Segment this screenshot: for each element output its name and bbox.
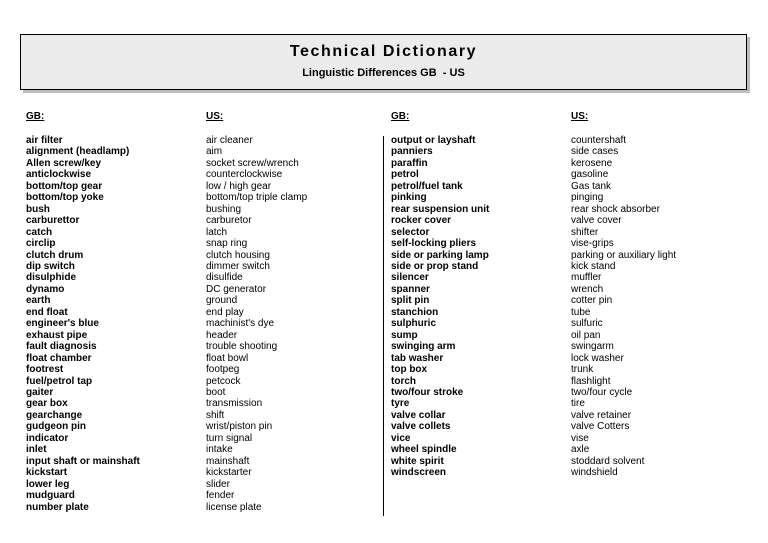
gb-term: clutch drum xyxy=(26,249,84,261)
gb-term: dynamo xyxy=(26,283,65,295)
us-term: machinist's dye xyxy=(206,318,275,330)
us-term: socket screw/wrench xyxy=(206,157,299,169)
us-term: float bowl xyxy=(206,352,249,364)
us-term: boot xyxy=(206,386,226,398)
us-term: mainshaft xyxy=(206,455,250,467)
us-term: disulfide xyxy=(206,272,243,284)
gb-term: sulphuric xyxy=(391,318,437,330)
left-gb-column xyxy=(26,111,140,513)
gb-term: side or parking lamp xyxy=(391,249,489,261)
us-term: low / high gear xyxy=(206,180,272,192)
us-term: clutch housing xyxy=(206,249,270,261)
gb-term: torch xyxy=(391,375,416,387)
us-term: vise-grips xyxy=(571,238,614,250)
us-term: counterclockwise xyxy=(206,169,283,181)
gb-term: circlip xyxy=(26,238,56,250)
us-term: sulfuric xyxy=(571,318,603,330)
us-term: tube xyxy=(571,306,591,318)
us-term: aim xyxy=(206,146,223,158)
us-term: parking or auxiliary light xyxy=(571,249,677,261)
gb-term: valve collets xyxy=(391,421,451,433)
us-term: slider xyxy=(206,478,230,490)
left-us-heading: US: xyxy=(206,111,224,122)
right-gb-heading: GB: xyxy=(391,111,410,122)
us-term: rear shock absorber xyxy=(571,203,660,215)
gb-term: petrol xyxy=(391,169,419,181)
us-term: side cases xyxy=(571,146,619,158)
us-term: snap ring xyxy=(206,238,248,250)
gb-term: Allen screw/key xyxy=(26,157,102,169)
us-term: dimmer switch xyxy=(206,260,270,272)
left-us-column xyxy=(206,111,307,513)
us-term: footpeg xyxy=(206,364,240,376)
gb-term: lower leg xyxy=(26,478,70,490)
us-term: valve retainer xyxy=(571,409,632,421)
gb-term: split pin xyxy=(391,295,430,307)
us-term: gasoline xyxy=(571,169,609,181)
us-term: vise xyxy=(571,432,589,444)
us-term: lock washer xyxy=(571,352,624,364)
us-term: axle xyxy=(571,444,590,456)
us-term: trunk xyxy=(571,364,594,376)
gb-term: earth xyxy=(26,295,51,307)
gb-term: alignment (headlamp) xyxy=(26,146,130,158)
gb-term: disulphide xyxy=(26,272,76,284)
us-term: air cleaner xyxy=(206,135,253,146)
us-term: kickstarter xyxy=(206,467,252,479)
us-term: muffler xyxy=(571,272,602,284)
gb-term: gudgeon pin xyxy=(26,421,86,433)
column-divider xyxy=(383,136,384,516)
gb-term: tyre xyxy=(391,398,410,410)
gb-term: valve collar xyxy=(391,409,446,421)
gb-term: side or prop stand xyxy=(391,260,479,272)
gb-term: self-locking pliers xyxy=(391,238,477,250)
us-term: wrench xyxy=(571,283,604,295)
gb-term: fuel/petrol tap xyxy=(26,375,93,387)
gb-term: rocker cover xyxy=(391,215,452,227)
us-term: shift xyxy=(206,409,225,421)
page-title: Technical Dictionary xyxy=(289,43,478,60)
us-term: intake xyxy=(206,444,233,456)
us-term: transmission xyxy=(206,398,263,410)
right-us-heading: US: xyxy=(571,111,589,122)
us-term: Gas tank xyxy=(571,180,612,192)
gb-term: bottom/top gear xyxy=(26,180,103,192)
gb-term: swinging arm xyxy=(391,341,456,353)
us-term: bottom/top triple clamp xyxy=(206,192,308,204)
us-term: swingarm xyxy=(571,341,614,353)
gb-term: two/four stroke xyxy=(391,386,464,398)
us-term: header xyxy=(206,329,238,341)
us-term: turn signal xyxy=(206,432,253,444)
gb-term: rear suspension unit xyxy=(391,203,490,215)
us-term: oil pan xyxy=(571,329,601,341)
gb-term: wheel spindle xyxy=(391,444,457,456)
gb-term: pinking xyxy=(391,192,427,204)
us-term: bushing xyxy=(206,203,242,215)
us-term: latch xyxy=(206,226,228,238)
left-gb-heading: GB: xyxy=(26,111,45,122)
us-term: valve cover xyxy=(571,215,622,227)
gb-term: bottom/top yoke xyxy=(26,192,104,204)
us-term: ground xyxy=(206,295,238,307)
gb-term: gearchange xyxy=(26,409,83,421)
us-term: tire xyxy=(571,398,585,410)
gb-term: kickstart xyxy=(26,467,68,479)
us-term: shifter xyxy=(571,226,599,238)
page-subtitle: Linguistic Differences GB - US xyxy=(302,67,465,79)
gb-term: spanner xyxy=(391,283,430,295)
gb-term: catch xyxy=(26,226,53,238)
gb-term: engineer's blue xyxy=(26,318,99,330)
gb-term: windscreen xyxy=(391,467,447,479)
us-term: petcock xyxy=(206,375,241,387)
gb-term: footrest xyxy=(26,364,64,376)
gb-term: end float xyxy=(26,306,68,318)
gb-term: exhaust pipe xyxy=(26,329,88,341)
gb-term: dip switch xyxy=(26,260,75,272)
us-term: countershaft xyxy=(571,135,627,146)
us-term: fender xyxy=(206,490,235,502)
us-term: pinging xyxy=(571,192,604,204)
gb-term: vice xyxy=(391,432,411,444)
gb-term: white spirit xyxy=(391,455,444,467)
gb-term: silencer xyxy=(391,272,429,284)
gb-term: inlet xyxy=(26,444,47,456)
us-term: windshield xyxy=(571,467,618,479)
gb-term: bush xyxy=(26,203,50,215)
gb-term: carburettor xyxy=(26,215,80,227)
gb-term: fault diagnosis xyxy=(26,341,97,353)
us-term: kick stand xyxy=(571,260,616,272)
us-term: carburetor xyxy=(206,215,252,227)
us-term: flashlight xyxy=(571,375,611,387)
gb-term: tab washer xyxy=(391,352,444,364)
us-term: trouble shooting xyxy=(206,341,278,353)
us-term: DC generator xyxy=(206,283,267,295)
gb-term: stanchion xyxy=(391,306,439,318)
us-term: wrist/piston pin xyxy=(206,421,273,433)
gb-term: output or layshaft xyxy=(391,135,476,146)
gb-term: top box xyxy=(391,364,428,376)
us-term: two/four cycle xyxy=(571,386,633,398)
gb-term: panniers xyxy=(391,146,433,158)
gb-term: paraffin xyxy=(391,157,428,169)
gb-term: air filter xyxy=(26,135,63,146)
us-term: valve Cotters xyxy=(571,421,630,433)
us-term: stoddard solvent xyxy=(571,455,645,467)
gb-term: indicator xyxy=(26,432,69,444)
gb-term: anticlockwise xyxy=(26,169,92,181)
gb-term: mudguard xyxy=(26,490,75,502)
right-us-column xyxy=(571,111,676,479)
gb-term: petrol/fuel tank xyxy=(391,180,463,192)
gb-term: number plate xyxy=(26,501,89,513)
us-term: kerosene xyxy=(571,157,613,169)
gb-term: selector xyxy=(391,226,430,238)
us-term: cotter pin xyxy=(571,295,613,307)
gb-term: gear box xyxy=(26,398,68,410)
gb-term: sump xyxy=(391,329,418,341)
us-term: end play xyxy=(206,306,244,318)
title-box xyxy=(20,34,747,90)
gb-term: gaiter xyxy=(26,386,54,398)
gb-term: input shaft or mainshaft xyxy=(26,455,140,467)
gb-term: float chamber xyxy=(26,352,92,364)
us-term: license plate xyxy=(206,501,262,513)
right-gb-column xyxy=(391,111,489,479)
